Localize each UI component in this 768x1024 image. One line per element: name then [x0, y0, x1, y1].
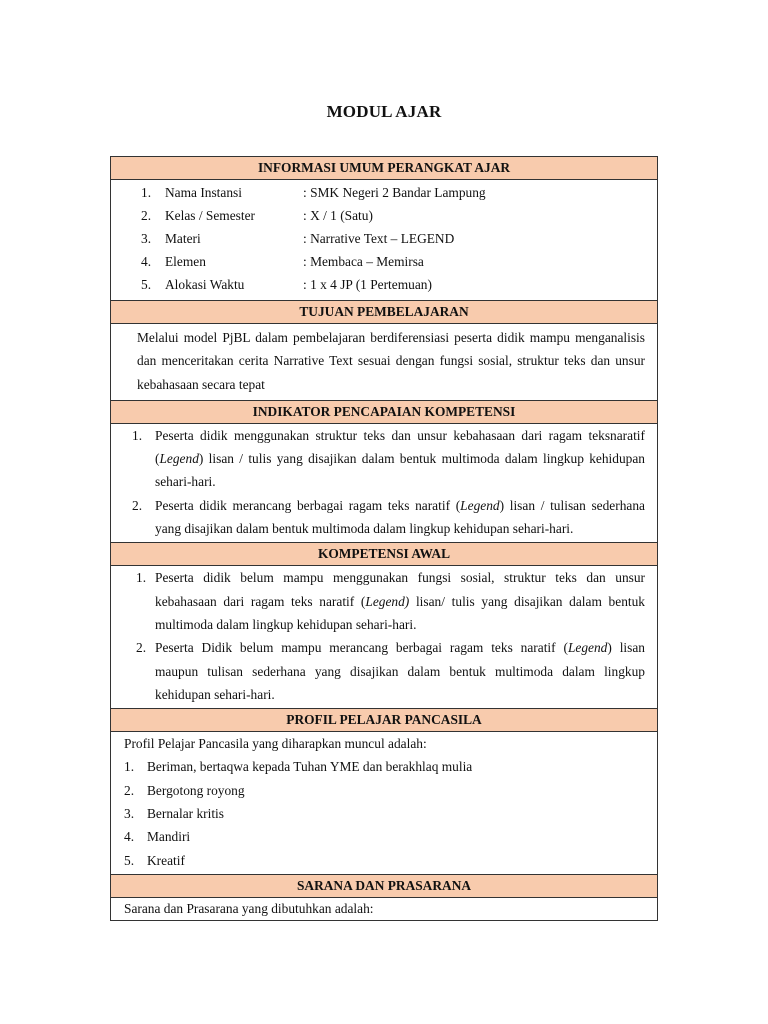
item-text: lisan/ tulis yang disajikan dalam bentuk multimoda dalam lingkup kehidupan sehari-hari.: [155, 593, 646, 632]
item-text: Peserta Didik belum mampu merancang berbagai ragam teks naratif (: [155, 640, 568, 656]
item-number: 2.: [136, 640, 147, 656]
item-number: 2.: [124, 782, 135, 798]
item-number: 2.: [132, 497, 143, 513]
list-item: [111, 825, 645, 848]
section-header-tujuan: TUJUAN PEMBELAJARAN: [111, 301, 657, 324]
item-emphasis: Legend: [460, 497, 500, 513]
info-row: [111, 273, 657, 296]
item-number: 3.: [124, 806, 135, 822]
row-label: Nama Instansi: [165, 185, 242, 200]
item-emphasis: Legend): [365, 593, 410, 609]
row-label: Materi: [165, 231, 201, 246]
section-header-kompetensi: KOMPETENSI AWAL: [111, 543, 657, 566]
item-text: Peserta didik menggunakan struktur teks dan unsur kebahasaan dari ragam teksnaratif (: [155, 427, 645, 467]
item-number: 5.: [124, 852, 135, 868]
row-value: : Membaca – Memirsa: [303, 254, 424, 269]
section-header-profil: PROFIL PELAJAR PANCASILA: [111, 709, 657, 732]
item-text: ) lisan / tulis yang disajikan dalam bentuk multimoda dalam lingkup kehidupan sehari-hari.: [155, 451, 645, 490]
tujuan-text: Melalui model PjBL dalam pembelajaran berdiferensiasi peserta didik mampu menganalisis dan menceritakan cerita Narrative Text sesuai dengan fungsi sosial, struktur teks dan unsur kebahasaan secara tepat: [111, 324, 657, 401]
row-number: 4.: [141, 254, 152, 269]
row-number: 2.: [141, 208, 152, 223]
list-item: [111, 566, 645, 636]
item-text: Peserta didik belum mampu menggunakan fungsi sosial, struktur teks dan unsur kebahasaan dari ragam teks naratif (: [155, 570, 645, 609]
row-label: Elemen: [165, 254, 206, 269]
item-text: ) lisan / tulisan sederhana yang disajikan dalam bentuk multimoda dalam lingkup kehidupan sehari-hari.: [155, 497, 645, 537]
row-value: : 1 x 4 JP (1 Pertemuan): [303, 277, 432, 292]
item-text: Bernalar kritis: [147, 806, 224, 822]
item-number: 4.: [124, 829, 135, 845]
list-item: [111, 494, 645, 541]
item-emphasis: Legend: [567, 640, 608, 656]
item-text: Beriman, bertaqwa kepada Tuhan YME dan berakhlaq mulia: [147, 759, 473, 775]
profil-intro: Profil Pelajar Pancasila yang diharapkan muncul adalah:: [124, 736, 427, 752]
list-item: [111, 424, 645, 494]
list-item: [111, 849, 645, 872]
list-item: [111, 779, 645, 802]
section-header-indikator: INDIKATOR PENCAPAIAN KOMPETENSI: [111, 401, 657, 424]
info-row: [111, 204, 657, 227]
item-text: ) lisan maupun tulisan sederhana yang disajikan dalam bentuk multimoda dalam lingkup kehidupan sehari-hari.: [155, 640, 645, 702]
kompetensi-list: [111, 566, 657, 709]
section-header-sarana: SARANA DAN PRASARANA: [111, 875, 657, 898]
row-value: : Narrative Text – LEGEND: [303, 231, 455, 246]
item-number: 1.: [132, 427, 143, 443]
info-row: [111, 181, 657, 204]
item-emphasis: Legend: [159, 451, 199, 467]
sarana-text: Sarana dan Prasarana yang dibutuhkan adalah:: [124, 900, 374, 916]
item-text: Peserta didik merancang berbagai ragam teks naratif (: [155, 497, 461, 513]
list-item: [111, 755, 645, 778]
row-number: 1.: [141, 185, 152, 200]
item-text: Bergotong royong: [147, 782, 245, 798]
modul-table: [110, 156, 658, 921]
item-number: 1.: [136, 570, 147, 586]
list-item: [111, 802, 645, 825]
info-row: [111, 250, 657, 273]
section-header-informasi: INFORMASI UMUM PERANGKAT AJAR: [111, 157, 657, 180]
page-title: MODUL AJAR: [326, 102, 442, 121]
row-value: : X / 1 (Satu): [303, 208, 373, 223]
indikator-list: [111, 424, 657, 543]
list-item: [111, 636, 645, 706]
item-text: Kreatif: [147, 852, 185, 868]
row-value: : SMK Negeri 2 Bandar Lampung: [303, 185, 486, 200]
item-number: 1.: [124, 759, 135, 775]
item-text: Mandiri: [147, 829, 191, 845]
info-section: [111, 180, 657, 301]
row-label: Alokasi Waktu: [165, 277, 245, 292]
info-row: [111, 227, 657, 250]
row-number: 3.: [141, 231, 152, 246]
profil-section: [111, 732, 657, 875]
row-label: Kelas / Semester: [165, 208, 255, 223]
row-number: 5.: [141, 277, 152, 292]
